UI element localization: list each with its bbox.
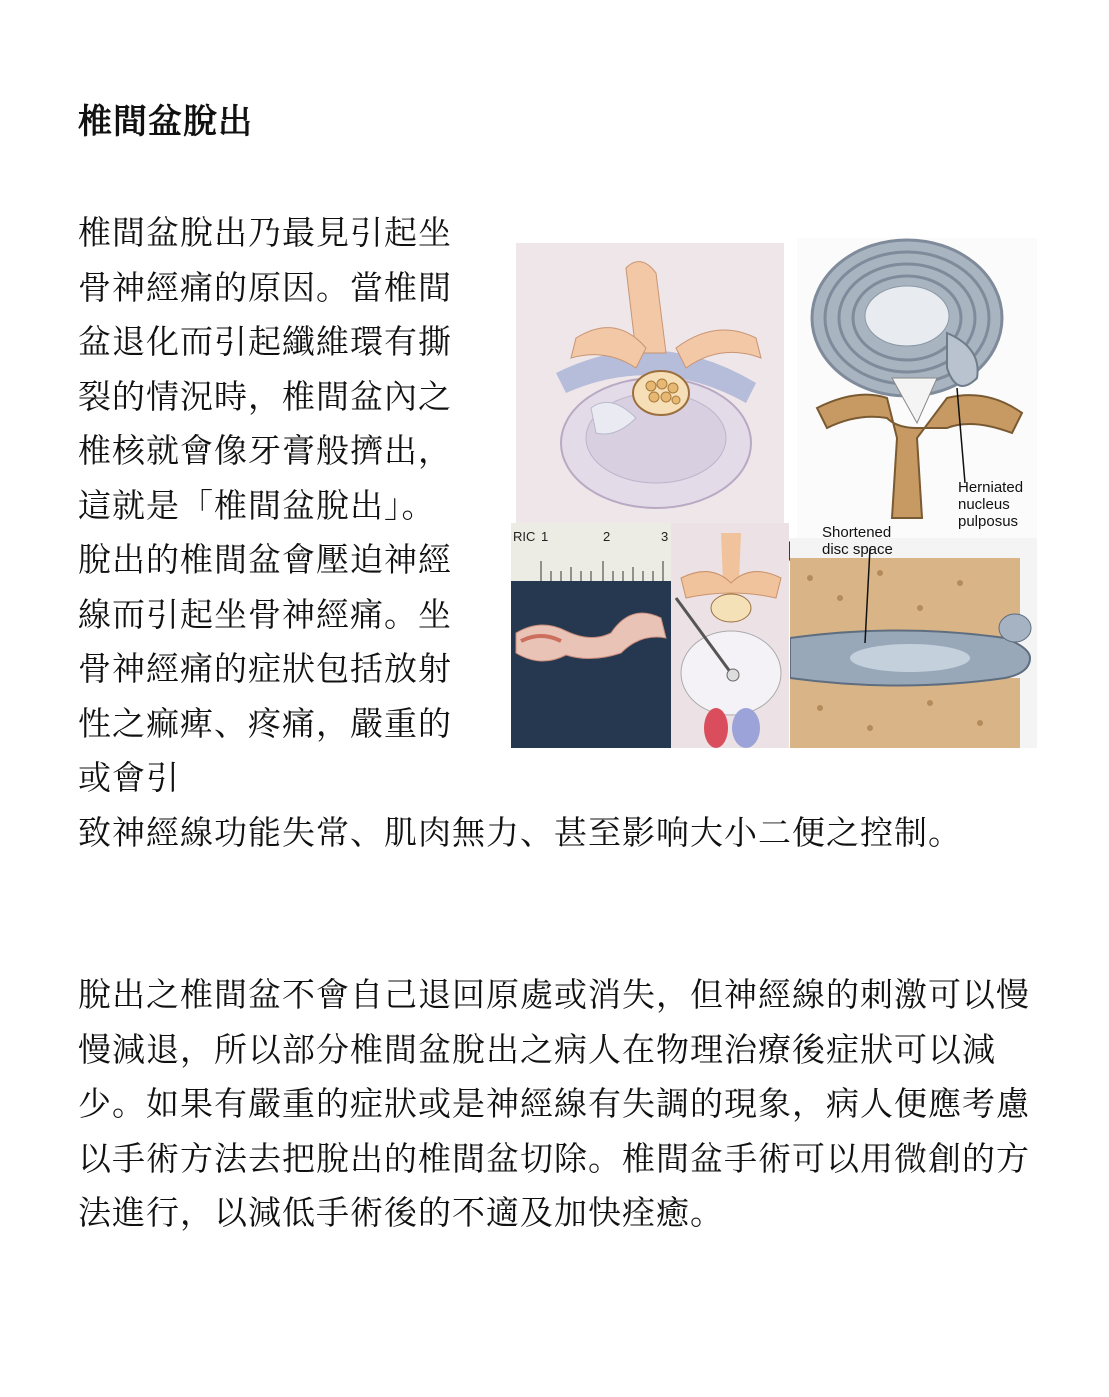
ruler-tick-3: 3 [661, 529, 669, 544]
sagittal-disc-illustration [790, 538, 1037, 748]
herniated-label: Herniated nucleus pulposus [958, 479, 1024, 530]
surgery-illustration [671, 523, 789, 748]
axial-disc-illustration [797, 238, 1037, 538]
paragraph-2: 脫出之椎間盆不會自己退回原處或消失，但神經線的刺激可以慢慢減退，所以部分椎間盆脫出之病人在物理治療後症狀可以減少。如果有嚴重的症狀或是神經線有失調的現象，病人便應考慮以手術方法去把脫出的椎間盆切除。椎間盆手術可以用微創的方法進行，以減低手術後的不適及加快痊癒。 [78, 975, 1030, 1232]
paragraph-1-continued: 致神經線功能失常、肌肉無力、甚至影响大小二便之控制。 [78, 813, 962, 852]
ruler-tick-2: 2 [603, 529, 611, 544]
ruler-tick-1: 1 [541, 529, 549, 544]
ruler-prefix: RIC [513, 529, 536, 544]
page-title: 椎間盆脫出 [78, 102, 253, 142]
disc-space-label: Shortened disc space [822, 524, 893, 558]
specimen-photo [511, 523, 671, 748]
paragraph-1-wrapped: 椎間盆脫出乃最見引起坐骨神經痛的原因。當椎間盆退化而引起纖維環有撕裂的情況時，椎間盆內之椎核就會像牙膏般擠出，這就是「椎間盆脫出」。脫出的椎間盆會壓迫神經線而引起坐骨神經痛。坐骨神經痛的症狀包括放射性之痲痺、疼痛，嚴重的或會引 [78, 213, 452, 797]
vertebra-illustration [516, 243, 784, 523]
